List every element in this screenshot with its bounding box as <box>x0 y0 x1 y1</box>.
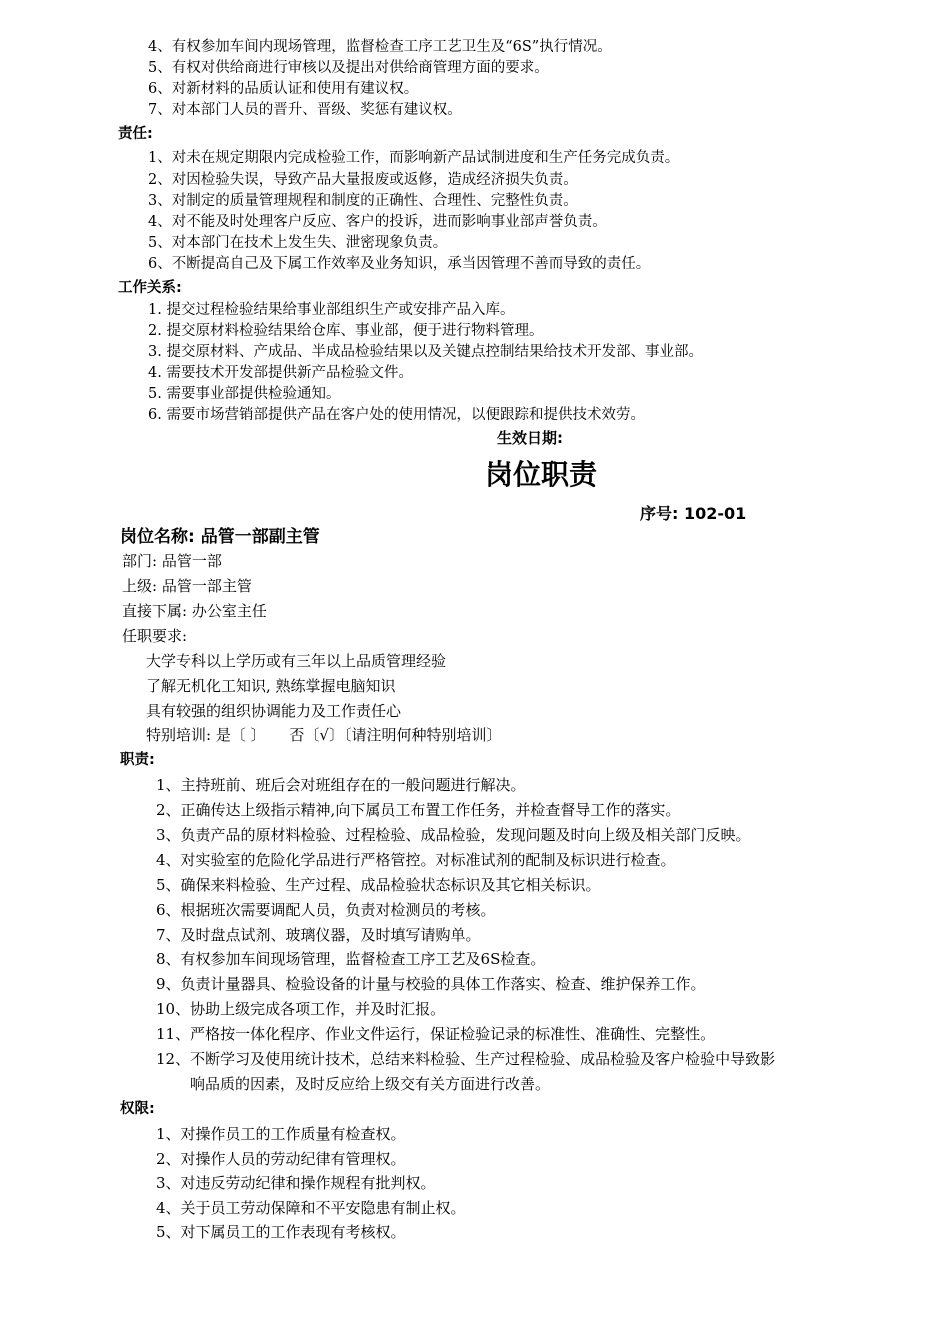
requirement-item: 大学专科以上学历或有三年以上品质管理经验 <box>146 652 447 670</box>
authority-right: 2、对操作人员的劳动纪律有管理权。 <box>156 1150 406 1168</box>
authority-right: 3、对违反劳动纪律和操作规程有批判权。 <box>156 1174 436 1192</box>
duty-item: 6、根据班次需要调配人员，负责对检测员的考核。 <box>156 901 496 919</box>
responsibility-item: 3、对制定的质量管理规程和制度的正确性、合理性、完整性负责。 <box>148 193 578 209</box>
duty-item: 1、主持班前、班后会对班组存在的一般问题进行解决。 <box>156 776 526 794</box>
duty-item: 7、及时盘点试剂、玻璃仪器，及时填写请购单。 <box>156 926 481 944</box>
relations-item: 1. 提交过程检验结果给事业部组织生产或安排产品入库。 <box>148 302 515 318</box>
requirement-item: 具有较强的组织协调能力及工作责任心 <box>146 702 402 720</box>
relations-item: 5. 需要事业部提供检验通知。 <box>148 386 341 402</box>
authority-heading: 权限: <box>120 1101 155 1117</box>
relations-item: 6. 需要市场营销部提供产品在客户处的使用情况，以便跟踪和提供技术效劳。 <box>148 407 645 423</box>
duty-item: 12、不断学习及使用统计技术，总结来料检验、生产过程检验、成品检验及客户检验中导致影 <box>156 1050 776 1068</box>
authority-item: 6、对新材料的品质认证和使用有建议权。 <box>148 81 419 97</box>
authority-right: 4、关于员工劳动保障和不平安隐患有制止权。 <box>156 1199 466 1217</box>
duty-item: 4、对实验室的危险化学品进行严格管控。对标准试剂的配制及标识进行检查。 <box>156 851 676 869</box>
duty-item: 11、严格按一体化程序、作业文件运行，保证检验记录的标准性、准确性、完整性。 <box>156 1025 716 1043</box>
responsibility-item: 6、不断提高自己及下属工作效率及业务知识，承当因管理不善而导致的责任。 <box>148 256 651 272</box>
duty-item: 8、有权参加车间现场管理，监督检查工序工艺及6S检查。 <box>156 950 546 968</box>
authority-right: 5、对下属员工的工作表现有考核权。 <box>156 1223 406 1241</box>
duty-item: 10、协助上级完成各项工作，并及时汇报。 <box>156 1000 446 1018</box>
duty-item: 2、正确传达上级指示精神,向下属员工布置工作任务，并检查督导工作的落实。 <box>156 801 681 819</box>
authority-item: 7、对本部门人员的晋升、晋级、奖惩有建议权。 <box>148 102 462 118</box>
duty-item: 9、负责计量器具、检验设备的计量与校验的具体工作落实、检查、维护保养工作。 <box>156 975 706 993</box>
effective-date: 生效日期: <box>497 429 563 447</box>
requirements-label: 任职要求: <box>122 627 188 645</box>
subordinate: 直接下属: 办公室主任 <box>122 602 267 620</box>
authority-item: 4、有权参加车间内现场管理，监督检查工序工艺卫生及“6S”执行情况。 <box>148 39 612 55</box>
relations-heading: 工作关系: <box>118 280 182 296</box>
relations-item: 3. 提交原材料、产成品、半成品检验结果以及关键点控制结果给技术开发部、事业部。 <box>148 344 703 360</box>
duty-item: 5、确保来料检验、生产过程、成品检验状态标识及其它相关标识。 <box>156 876 601 894</box>
duty-item-continued: 响品质的因素，及时反应给上级交有关方面进行改善。 <box>190 1075 551 1093</box>
serial-number: 序号: 102-01 <box>640 504 747 523</box>
position-name: 岗位名称: 品管一部副主管 <box>120 527 320 547</box>
department: 部门: 品管一部 <box>122 552 222 570</box>
duty-item: 3、负责产品的原材料检验、过程检验、成品检验，发现问题及时向上级及相关部门反映。 <box>156 826 751 844</box>
duties-heading: 职责: <box>120 752 155 768</box>
responsibility-item: 2、对因检验失误，导致产品大量报废或返修，造成经济损失负责。 <box>148 172 578 188</box>
relations-item: 4. 需要技术开发部提供新产品检验文件。 <box>148 365 413 381</box>
page-title: 岗位职责 <box>484 458 597 491</box>
authority-right: 1、对操作员工的工作质量有检查权。 <box>156 1125 406 1143</box>
relations-item: 2. 提交原材料检验结果给仓库、事业部，便于进行物料管理。 <box>148 323 544 339</box>
authority-item: 5、有权对供给商进行审核以及提出对供给商管理方面的要求。 <box>148 60 549 76</box>
responsibility-item: 4、对不能及时处理客户反应、客户的投诉，进而影响事业部声誉负责。 <box>148 214 607 230</box>
training-requirement: 特别培训: 是〔 〕 否〔√〕〔请注明何种特别培训〕 <box>146 726 502 744</box>
responsibility-item: 5、对本部门在技术上发生失、泄密现象负责。 <box>148 235 448 251</box>
superior: 上级: 品管一部主管 <box>122 577 252 595</box>
requirement-item: 了解无机化工知识, 熟练掌握电脑知识 <box>146 677 396 695</box>
responsibility-item: 1、对未在规定期限内完成检验工作，而影响新产品试制进度和生产任务完成负责。 <box>148 150 680 166</box>
responsibility-heading: 责任: <box>118 126 153 142</box>
